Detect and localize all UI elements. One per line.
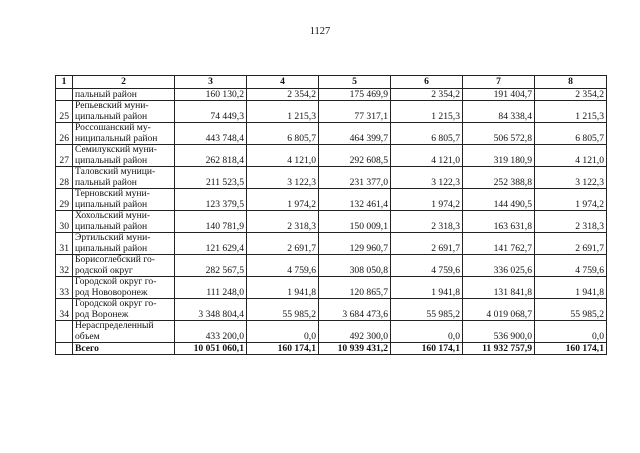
table-row <box>56 101 607 123</box>
value-cell: 77 317,1 <box>319 101 391 123</box>
value-cell: 2 354,2 <box>247 89 319 101</box>
row-name-line: Россошанский му- <box>75 122 151 133</box>
value-cell: 6 805,7 <box>535 123 607 145</box>
value-cell: 4 019 068,7 <box>463 299 535 321</box>
value-cell: 1 941,8 <box>391 277 463 299</box>
value-cell: 55 985,2 <box>391 299 463 321</box>
value-cell: 262 818,4 <box>175 145 247 167</box>
value-cell: 3 122,3 <box>247 167 319 189</box>
row-number: 31 <box>56 233 73 255</box>
budget-table <box>55 75 607 355</box>
value-cell: 464 399,7 <box>319 123 391 145</box>
row-name <box>73 211 175 233</box>
row-name <box>73 89 175 101</box>
row-name <box>73 321 175 343</box>
total-row <box>56 343 607 355</box>
value-cell: 2 354,2 <box>535 89 607 101</box>
value-cell: 3 122,3 <box>535 167 607 189</box>
value-cell: 175 469,9 <box>319 89 391 101</box>
value-cell: 3 684 473,6 <box>319 299 391 321</box>
total-index-cell <box>56 343 73 355</box>
value-cell: 4 759,6 <box>391 255 463 277</box>
row-name <box>73 233 175 255</box>
table-row <box>56 277 607 299</box>
total-value-cell: 10 051 060,1 <box>175 343 247 355</box>
value-cell: 1 974,2 <box>391 189 463 211</box>
value-cell: 4 759,6 <box>535 255 607 277</box>
value-cell: 160 130,2 <box>175 89 247 101</box>
value-cell: 1 941,8 <box>535 277 607 299</box>
row-name-line: Городской округ го- <box>75 298 157 309</box>
value-cell: 111 248,0 <box>175 277 247 299</box>
column-header: 8 <box>535 76 607 89</box>
table-row <box>56 233 607 255</box>
row-name-line: родской округ <box>75 264 133 276</box>
value-cell: 163 631,8 <box>463 211 535 233</box>
value-cell: 282 567,5 <box>175 255 247 277</box>
row-name <box>73 123 175 145</box>
column-header: 3 <box>175 76 247 89</box>
value-cell: 1 215,3 <box>535 101 607 123</box>
value-cell: 336 025,6 <box>463 255 535 277</box>
row-name-line: Семилукский муни- <box>75 144 157 155</box>
value-cell: 140 781,9 <box>175 211 247 233</box>
table-row <box>56 145 607 167</box>
total-value-cell: 160 174,1 <box>535 343 607 355</box>
row-name <box>73 189 175 211</box>
value-cell: 1 215,3 <box>391 101 463 123</box>
value-cell: 1 215,3 <box>247 101 319 123</box>
value-cell: 129 960,7 <box>319 233 391 255</box>
value-cell: 492 300,0 <box>319 321 391 343</box>
row-name-line: ципальный район <box>75 220 148 232</box>
table-row <box>56 189 607 211</box>
row-number: 33 <box>56 277 73 299</box>
value-cell: 84 338,4 <box>463 101 535 123</box>
value-cell: 443 748,4 <box>175 123 247 145</box>
row-name <box>73 167 175 189</box>
row-name-line: ципальный район <box>75 198 148 210</box>
value-cell: 506 572,8 <box>463 123 535 145</box>
value-cell: 123 379,5 <box>175 189 247 211</box>
value-cell: 0,0 <box>535 321 607 343</box>
column-header: 4 <box>247 76 319 89</box>
value-cell: 2 691,7 <box>535 233 607 255</box>
row-name-line: ципальный район <box>75 154 148 166</box>
row-number: 25 <box>56 101 73 123</box>
row-name-line: Таловский муници- <box>75 166 156 177</box>
row-name-line: ниципальный район <box>75 132 158 144</box>
table-row <box>56 211 607 233</box>
table-row <box>56 167 607 189</box>
value-cell: 2 354,2 <box>391 89 463 101</box>
value-cell: 55 985,2 <box>535 299 607 321</box>
table-row <box>56 89 607 101</box>
value-cell: 3 122,3 <box>391 167 463 189</box>
value-cell: 131 841,8 <box>463 277 535 299</box>
value-cell: 120 865,7 <box>319 277 391 299</box>
row-name-line: Нераспределенный <box>75 320 154 331</box>
row-number <box>56 321 73 343</box>
value-cell: 55 985,2 <box>247 299 319 321</box>
value-cell: 121 629,4 <box>175 233 247 255</box>
total-value-cell: 10 939 431,2 <box>319 343 391 355</box>
value-cell: 536 900,0 <box>463 321 535 343</box>
value-cell: 6 805,7 <box>391 123 463 145</box>
value-cell: 191 404,7 <box>463 89 535 101</box>
total-label: Всего <box>73 343 175 355</box>
row-name <box>73 145 175 167</box>
row-name-line: Городской округ го- <box>75 276 157 287</box>
table-row <box>56 321 607 343</box>
value-cell: 141 762,7 <box>463 233 535 255</box>
row-number: 34 <box>56 299 73 321</box>
value-cell: 3 348 804,4 <box>175 299 247 321</box>
row-name-line: Терновский муни- <box>75 188 150 199</box>
value-cell: 252 388,8 <box>463 167 535 189</box>
value-cell: 4 121,0 <box>247 145 319 167</box>
value-cell: 433 200,0 <box>175 321 247 343</box>
table-row <box>56 123 607 145</box>
row-name-line: Борисоглебский го- <box>75 254 155 265</box>
value-cell: 2 318,3 <box>247 211 319 233</box>
row-name-line: Репьевский муни- <box>75 100 149 111</box>
column-header: 6 <box>391 76 463 89</box>
row-name-line: объем <box>75 330 100 342</box>
row-number: 28 <box>56 167 73 189</box>
page-number: 1127 <box>309 26 331 37</box>
value-cell: 0,0 <box>247 321 319 343</box>
value-cell: 2 318,3 <box>391 211 463 233</box>
value-cell: 4 121,0 <box>391 145 463 167</box>
row-number <box>56 89 73 101</box>
row-number: 27 <box>56 145 73 167</box>
value-cell: 231 377,0 <box>319 167 391 189</box>
row-name-line: Хохольский муни- <box>75 210 151 221</box>
row-number: 29 <box>56 189 73 211</box>
row-name-line: ципальный район <box>75 242 148 254</box>
total-value-cell: 11 932 757,9 <box>463 343 535 355</box>
column-header: 5 <box>319 76 391 89</box>
value-cell: 292 608,5 <box>319 145 391 167</box>
table-row <box>56 255 607 277</box>
value-cell: 4 121,0 <box>535 145 607 167</box>
row-name <box>73 299 175 321</box>
row-name-line: ципальный район <box>75 110 148 122</box>
value-cell: 1 941,8 <box>247 277 319 299</box>
row-number: 26 <box>56 123 73 145</box>
row-number: 32 <box>56 255 73 277</box>
table-row <box>56 299 607 321</box>
value-cell: 1 974,2 <box>247 189 319 211</box>
row-name-line: род Нововоронеж <box>75 286 148 298</box>
table-header-row <box>56 76 607 89</box>
row-name-line: Эртильский муни- <box>75 232 151 243</box>
value-cell: 144 490,5 <box>463 189 535 211</box>
row-name-line: пальный район <box>75 88 137 100</box>
value-cell: 6 805,7 <box>247 123 319 145</box>
value-cell: 2 691,7 <box>391 233 463 255</box>
value-cell: 4 759,6 <box>247 255 319 277</box>
value-cell: 132 461,4 <box>319 189 391 211</box>
total-value-cell: 160 174,1 <box>247 343 319 355</box>
value-cell: 1 974,2 <box>535 189 607 211</box>
value-cell: 2 691,7 <box>247 233 319 255</box>
row-number: 30 <box>56 211 73 233</box>
column-header: 7 <box>463 76 535 89</box>
row-name-line: род Воронеж <box>75 308 129 320</box>
row-name <box>73 255 175 277</box>
value-cell: 211 523,5 <box>175 167 247 189</box>
value-cell: 319 180,9 <box>463 145 535 167</box>
value-cell: 150 009,1 <box>319 211 391 233</box>
row-name-line: пальный район <box>75 176 137 188</box>
value-cell: 0,0 <box>391 321 463 343</box>
total-value-cell: 160 174,1 <box>391 343 463 355</box>
value-cell: 308 050,8 <box>319 255 391 277</box>
column-header: 2 <box>73 76 175 89</box>
value-cell: 74 449,3 <box>175 101 247 123</box>
value-cell: 2 318,3 <box>535 211 607 233</box>
row-name <box>73 101 175 123</box>
row-name <box>73 277 175 299</box>
column-header: 1 <box>56 76 73 89</box>
